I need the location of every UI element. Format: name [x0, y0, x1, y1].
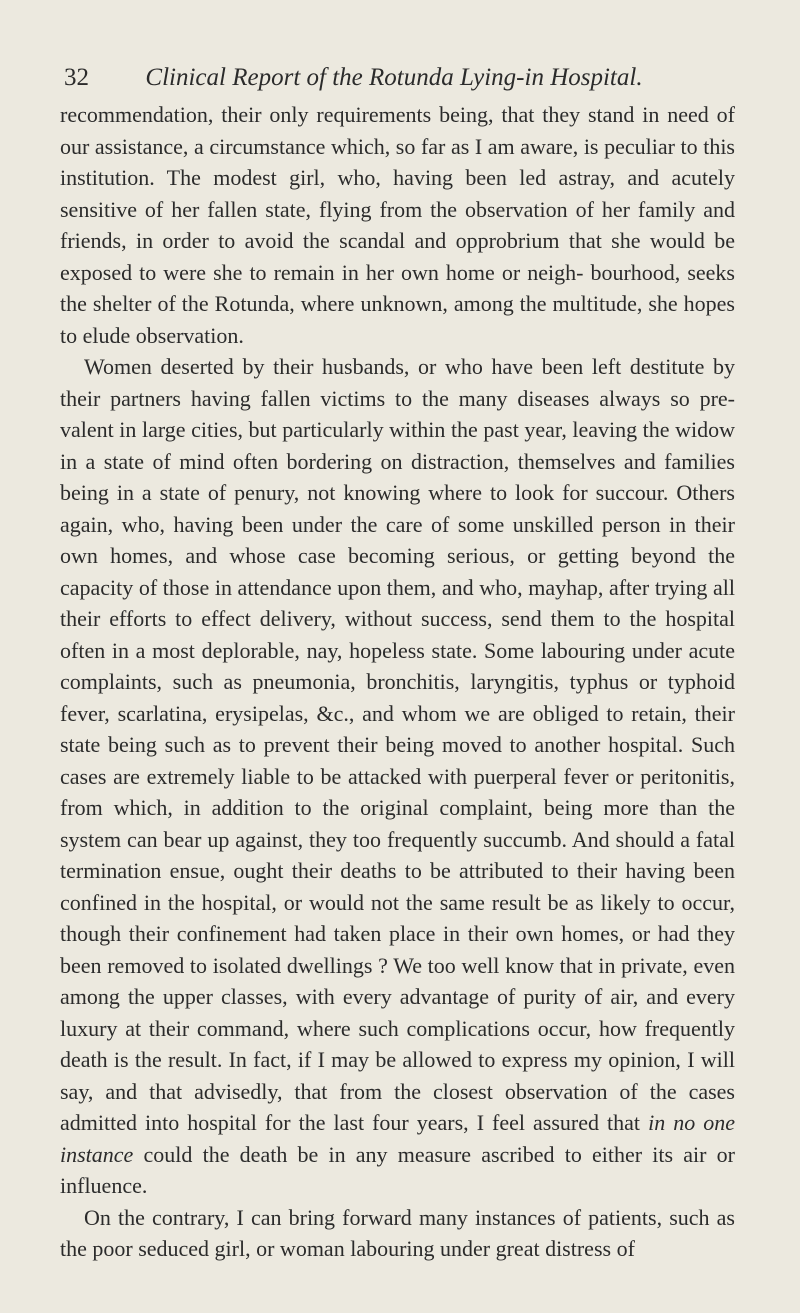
paragraph: recommendation, their only requirements being, that they stand in need of our assistance, a circumstance which, so far as I am aware, is peculiar to this institution. The modest girl, who, having been led astray, and acutely sensitive of her fallen state, flying from the observation of her family and friends, in order to avoid the scandal and opprobrium that she would be exposed to were she to remain in her own home or neigh- bourhood, seeks the shelter of the Rotunda, where unknown, among the multitude, she hopes to elude observation.	[60, 102, 735, 348]
paragraph	[60, 351, 735, 1202]
emphasized-text: in no one instance	[60, 1110, 736, 1167]
running-header	[64, 58, 724, 98]
running-title: Clinical Report of the Rotunda Lying-in Hospital.	[145, 64, 643, 91]
page-number: 32	[64, 64, 89, 91]
paragraph: On the contrary, I can bring forward many instances of patients, such as the poor seduced girl, or woman labouring under great distress of	[60, 1204, 735, 1261]
paragraph-text: could the death be in any measure ascribed to either its air or influence.	[60, 1141, 736, 1198]
paragraph-text: Women deserted by their husbands, or who have been left destitute by their partners having fallen victims to the many diseases always so pre- valent in large cities, but particularly within the past year, leaving the widow in a state of mind often bordering on distraction, themselves and families being in a state of penury, not knowing where to look for succour. Others again, who, having been under the care of some unskilled person in their own homes, and whose case becoming serious, or getting beyond the capacity of those in attendance upon them, and who, mayhap, after trying all their efforts to effect delivery, without success, send them to the hospital often in a most deplorable, nay, hopeless state. Some labouring under acute complaints, such as pneumonia, bronchitis, laryngitis, typhus or typhoid fever, scarlatina, erysipelas, &c., and whom we are obliged to retain, their state being such as to prevent their being moved to another hospital. Such cases are extremely liable to be attacked with puerperal fever or peritonitis, from which, in addition to the original complaint, being more than the system can bear up against, they too frequently succumb. And should a fatal termination ensue, ought their deaths to be attributed to their having been confined in the hospital, or would not the same result be as likely to occur, though their confinement had taken place in their own homes, or had they been removed to isolated dwellings ? We too well know that in private, even among the upper classes, with every advantage of purity of air, and every luxury at their command, where such complications occur, how frequently death is the result. In fact, if I may be allowed to express my opinion, I will say, and that advisedly, that from the closest observation of the cases admitted into hospital for the last four years, I feel assured that	[60, 354, 735, 1135]
body-text	[60, 99, 735, 1265]
